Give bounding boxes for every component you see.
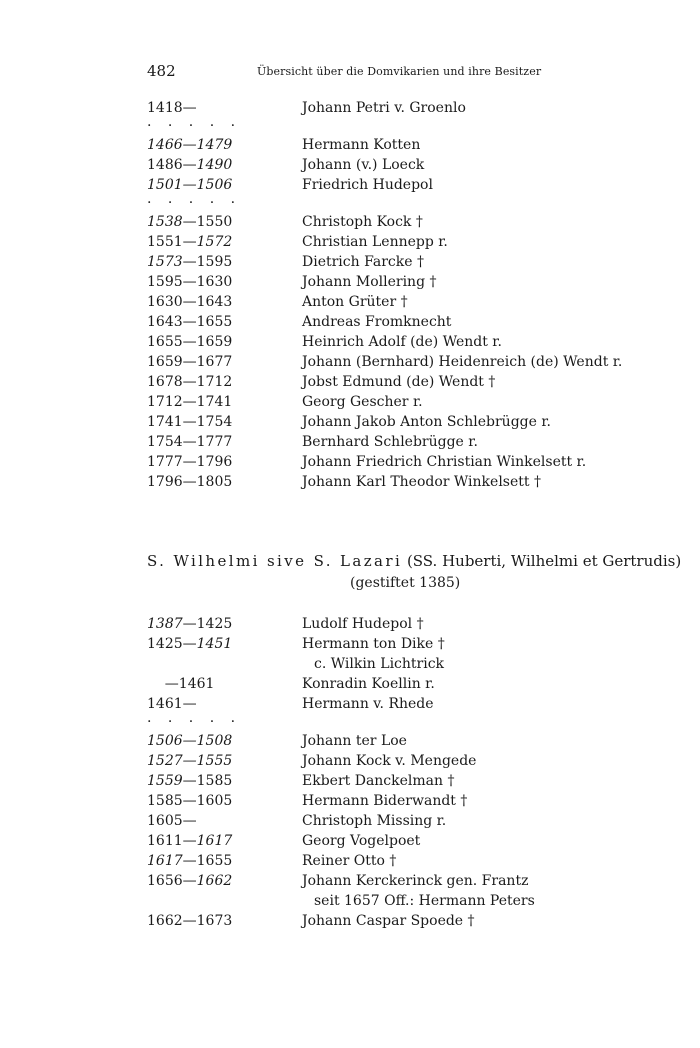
tenure-dates: [147, 851, 232, 871]
vicar-name: Georg Gescher r.: [302, 394, 423, 410]
date-end: 1555: [196, 753, 233, 769]
vicar-name: Jobst Edmund (de) Wendt †: [302, 374, 496, 390]
vicar-name: Johann Caspar Spoede †: [302, 913, 475, 929]
tenure-dates: [147, 791, 232, 811]
date-end: 1490: [196, 157, 233, 173]
omission-dots: . . . . .: [147, 710, 242, 726]
section-title-main: S. Wilhelmi sive S. Lazari: [147, 552, 403, 570]
date-end: 1451: [196, 636, 233, 652]
vicar-name: Johann Kerckerinck gen. Frantz: [302, 873, 529, 889]
vicar-name: Bernhard Schlebrügge r.: [302, 434, 478, 450]
date-start: 1527—: [147, 753, 197, 769]
date-start: 1754—1777: [147, 434, 233, 450]
date-start: 1611—: [147, 833, 197, 849]
tenure-dates: [147, 432, 232, 452]
vicar-name: Johann Jakob Anton Schlebrügge r.: [302, 414, 551, 430]
date-end: —1425: [182, 616, 233, 632]
date-start: 1617: [147, 853, 183, 869]
date-start: 1656—: [147, 873, 197, 889]
date-start: 1559: [147, 773, 183, 789]
date-end: —1655: [182, 853, 233, 869]
date-start: 1425—: [147, 636, 197, 652]
date-start: 1643—1655: [147, 314, 233, 330]
tenure-dates: [147, 392, 232, 412]
tenure-dates: [147, 751, 232, 771]
vicar-name: Johann Mollering †: [302, 274, 437, 290]
tenure-dates: [147, 911, 232, 931]
date-start: 1655—1659: [147, 334, 233, 350]
section-subtitle: (gestiftet 1385): [350, 575, 461, 591]
date-start: 1678—1712: [147, 374, 233, 390]
date-end: 1617: [196, 833, 233, 849]
date-start: 1573: [147, 254, 183, 270]
tenure-dates: [147, 472, 232, 492]
vicar-name: Konradin Koellin r.: [302, 676, 435, 692]
vicar-name: Johann (v.) Loeck: [302, 157, 425, 173]
date-end: 1508: [196, 733, 233, 749]
vicar-name: Ekbert Danckelman †: [302, 773, 455, 789]
section-title-patrons: (SS. Huberti, Wilhelmi et Gertrudis): [402, 552, 682, 570]
date-start: 1595—1630: [147, 274, 233, 290]
date-end: 1506: [196, 177, 233, 193]
date-start: 1486—: [147, 157, 197, 173]
date-start: 1551—: [147, 234, 197, 250]
vicar-name: Ludolf Hudepol †: [302, 616, 424, 632]
tenure-dates: [147, 831, 232, 851]
tenure-dates: [147, 292, 232, 312]
date-end: 1572: [196, 234, 233, 250]
vicar-name: Hermann Kotten: [302, 137, 421, 153]
running-title: Übersicht über die Domvikarien und ihre Besitzer: [257, 65, 542, 78]
tenure-dates: [147, 614, 232, 634]
tenure-dates: [147, 272, 232, 292]
vicar-name: Johann ter Loe: [302, 733, 407, 749]
vicar-name: Anton Grüter †: [302, 294, 408, 310]
page-header: [147, 62, 567, 84]
date-start: 1741—1754: [147, 414, 233, 430]
date-end: 1662: [196, 873, 233, 889]
tenure-dates: [147, 332, 232, 352]
vicar-name: Christoph Kock †: [302, 214, 423, 230]
date-start: 1538: [147, 214, 183, 230]
vicar-name: Andreas Fromknecht: [302, 314, 452, 330]
vicar-name: Hermann Biderwandt †: [302, 793, 468, 809]
tenure-dates: [147, 135, 232, 155]
tenure-dates: [147, 252, 232, 272]
tenure-dates: [147, 352, 232, 372]
vicar-name: Hermann v. Rhede: [302, 696, 434, 712]
vicar-name: Reiner Otto †: [302, 853, 397, 869]
note-text: seit 1657 Off.: Hermann Peters: [314, 893, 535, 909]
vicar-name: Christoph Missing r.: [302, 813, 447, 829]
tenure-dates: [147, 731, 232, 751]
vicar-name: Johann Kock v. Mengede: [302, 753, 477, 769]
vicar-name: Johann (Bernhard) Heidenreich (de) Wendt r.: [302, 354, 623, 370]
tenure-dates: [147, 232, 232, 252]
tenure-dates: [147, 412, 232, 432]
date-start: 1461—: [147, 696, 197, 712]
tenure-dates: [147, 212, 232, 232]
date-start: 1501—: [147, 177, 197, 193]
date-start: 1659—1677: [147, 354, 233, 370]
date-start: 1796—1805: [147, 474, 233, 490]
vicar-name: Johann Friedrich Christian Winkelsett r.: [302, 454, 587, 470]
date-start: —1461: [147, 676, 215, 692]
date-end: —1585: [182, 773, 233, 789]
date-start: 1418—: [147, 100, 197, 116]
vicar-name: Dietrich Farcke †: [302, 254, 424, 270]
tenure-dates: [147, 155, 232, 175]
vicar-name: Georg Vogelpoet: [302, 833, 421, 849]
tenure-dates: [147, 674, 214, 694]
vicar-name: Christian Lennepp r.: [302, 234, 448, 250]
tenure-dates: [147, 811, 197, 831]
section-title: [147, 551, 681, 571]
omission-dots: . . . . .: [147, 191, 242, 207]
tenure-dates: [147, 771, 232, 791]
omission-dots: . . . . .: [147, 114, 242, 130]
vicar-name: Johann Karl Theodor Winkelsett †: [302, 474, 541, 490]
date-start: 1605—: [147, 813, 197, 829]
date-start: 1506—: [147, 733, 197, 749]
tenure-dates: [147, 634, 232, 654]
vicar-name: Friedrich Hudepol: [302, 177, 433, 193]
tenure-dates: [147, 372, 232, 392]
date-start: 1630—1643: [147, 294, 233, 310]
vicar-name: Heinrich Adolf (de) Wendt r.: [302, 334, 502, 350]
date-end: —1595: [182, 254, 233, 270]
date-start: 1777—1796: [147, 454, 233, 470]
date-start: 1387: [147, 616, 183, 632]
page-number: 482: [147, 62, 176, 80]
tenure-dates: [147, 871, 232, 891]
date-start: 1712—1741: [147, 394, 233, 410]
date-end: —1550: [182, 214, 233, 230]
vicar-name: Hermann ton Dike †: [302, 636, 445, 652]
date-start: 1466—: [147, 137, 197, 153]
tenure-dates: [147, 452, 232, 472]
date-start: 1585—1605: [147, 793, 233, 809]
note-text: c. Wilkin Lichtrick: [314, 656, 445, 672]
date-end: 1479: [196, 137, 233, 153]
tenure-dates: [147, 312, 232, 332]
date-start: 1662—1673: [147, 913, 233, 929]
vicar-name: Johann Petri v. Groenlo: [302, 100, 466, 116]
